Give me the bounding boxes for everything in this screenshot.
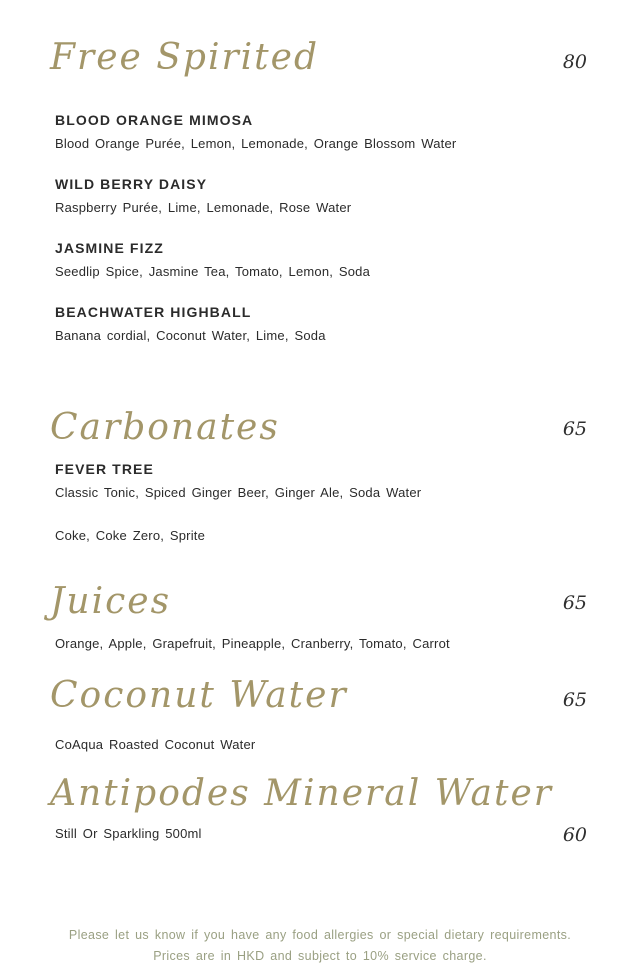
menu-item-soft-drinks: Coke, Coke Zero, Sprite xyxy=(55,528,206,543)
section-price-free-spirited: 80 xyxy=(562,51,587,73)
section-title-carbonates: Carbonates xyxy=(50,407,280,448)
item-name: JASMINE FIZZ xyxy=(55,240,164,256)
section-price-carbonates: 65 xyxy=(562,418,587,440)
menu-item-still-or-sparkling: Still Or Sparkling 500ml xyxy=(55,826,202,841)
item-name: BEACHWATER HIGHBALL xyxy=(55,304,252,320)
section-price-juices: 65 xyxy=(562,592,587,614)
item-description: Classic Tonic, Spiced Ginger Beer, Ginger Ale, Soda Water xyxy=(55,485,422,500)
menu-item-blood-orange-mimosa xyxy=(55,113,587,151)
item-price-still-or-sparkling: 60 xyxy=(562,824,587,846)
item-name: FEVER TREE xyxy=(55,461,154,477)
section-price-coconut-water: 65 xyxy=(562,689,587,711)
item-description: Blood Orange Purée, Lemon, Lemonade, Orange Blossom Water xyxy=(55,136,457,151)
menu-item-wild-berry-daisy xyxy=(55,177,587,215)
menu-item-fever-tree xyxy=(55,462,587,500)
menu-item-coaqua: CoAqua Roasted Coconut Water xyxy=(55,737,256,752)
item-name: WILD BERRY DAISY xyxy=(55,176,208,192)
section-title-coconut-water: Coconut Water xyxy=(50,675,348,716)
item-description: Banana cordial, Coconut Water, Lime, Soda xyxy=(55,328,326,343)
menu-item-beachwater-highball xyxy=(55,305,587,343)
section-title-antipodes-mineral-water: Antipodes Mineral Water xyxy=(50,773,553,814)
footer-pricing-note: Prices are in HKD and subject to 10% service charge. xyxy=(153,949,487,963)
menu-item-juice-list: Orange, Apple, Grapefruit, Pineapple, Cranberry, Tomato, Carrot xyxy=(55,636,450,651)
menu-item-jasmine-fizz xyxy=(55,241,587,279)
section-title-juices: Juices xyxy=(50,581,172,622)
item-name: BLOOD ORANGE MIMOSA xyxy=(55,112,254,128)
footer-allergy-note: Please let us know if you have any food allergies or special dietary requirements. xyxy=(68,928,572,942)
section-title-free-spirited: Free Spirited xyxy=(50,37,319,78)
item-description: Seedlip Spice, Jasmine Tea, Tomato, Lemon, Soda xyxy=(55,264,371,279)
item-description: Raspberry Purée, Lime, Lemonade, Rose Water xyxy=(55,200,352,215)
